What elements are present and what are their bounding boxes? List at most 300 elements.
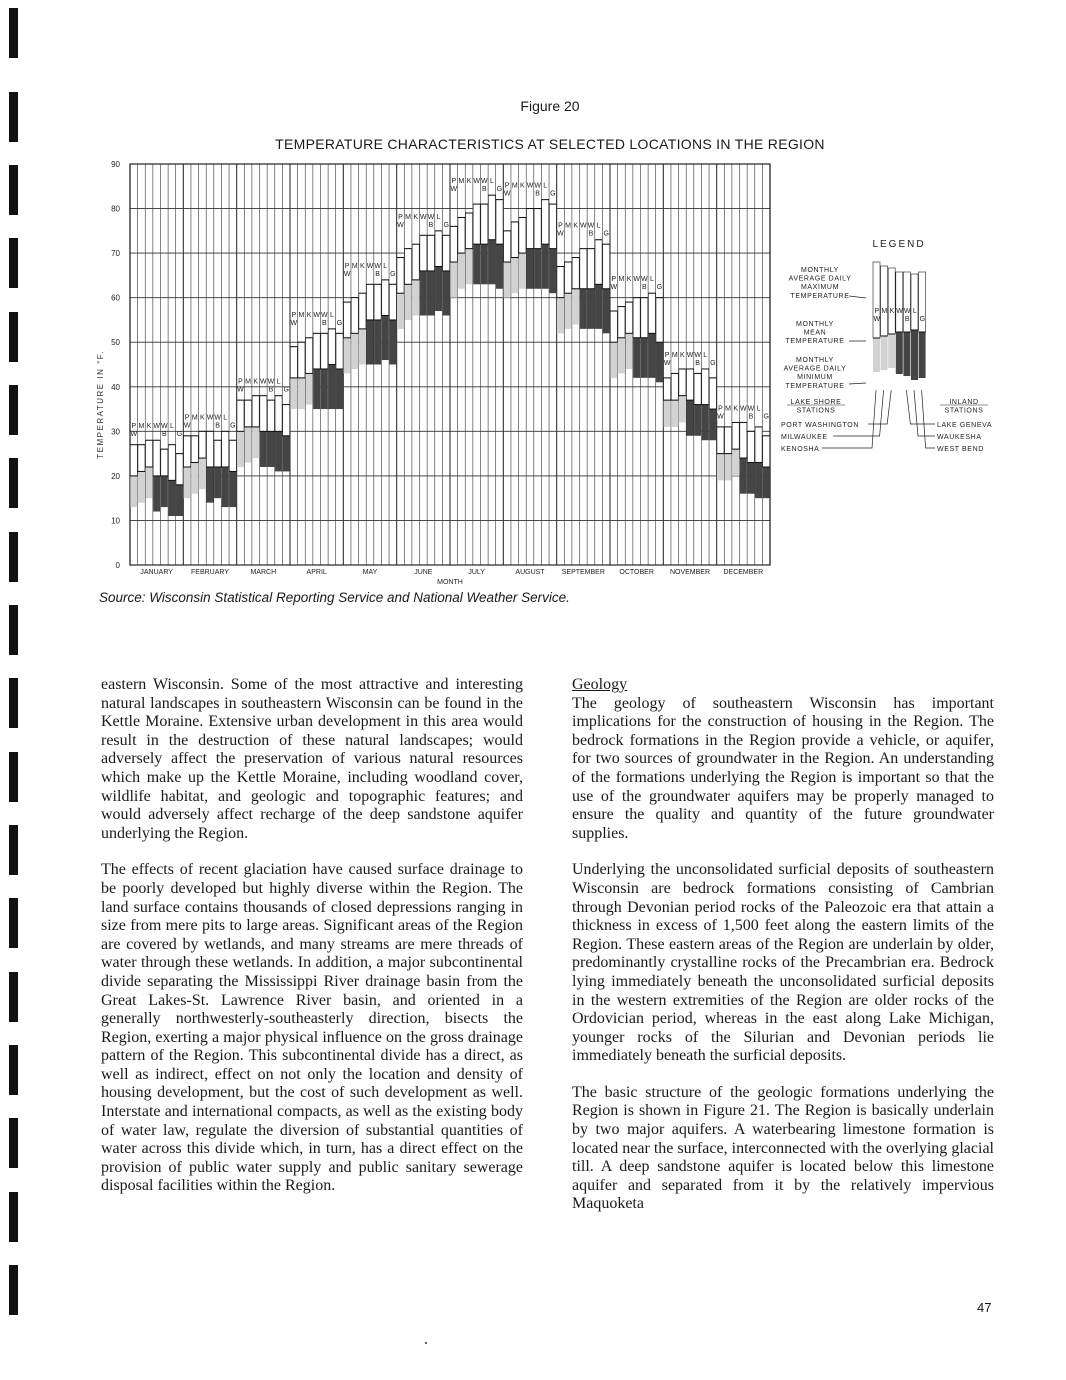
bar-mean-to-max — [130, 445, 137, 476]
bar-mean-to-max — [427, 235, 434, 271]
bar-min-to-mean — [572, 289, 579, 325]
legend-station-code: W — [896, 308, 903, 315]
bar-mean-to-max — [580, 249, 587, 289]
bar-min-to-mean — [679, 396, 686, 423]
station-code-label: W — [313, 311, 320, 319]
x-axis-label: MONTH — [437, 579, 463, 585]
month-group — [610, 276, 663, 382]
station-code-label: K — [733, 405, 739, 413]
bar-mean-to-max — [747, 431, 754, 462]
bar-mean-to-max — [519, 217, 526, 253]
legend-pointer-min — [849, 383, 866, 384]
station-code-label: W — [473, 178, 480, 186]
station-code-label: G — [283, 386, 289, 394]
bar-min-to-mean — [359, 329, 366, 365]
bar-mean-to-max — [336, 333, 343, 369]
bar-mean-to-max — [565, 262, 572, 293]
station-code-label: G — [336, 319, 343, 327]
month-label: MARCH — [250, 569, 277, 576]
bar-mean-to-max — [138, 445, 145, 472]
bar-min-to-mean — [732, 449, 739, 476]
legend-min-label: MONTHLY — [796, 357, 834, 364]
station-code-label: W — [580, 222, 587, 230]
month-group — [343, 263, 396, 374]
bar-mean-to-max — [603, 244, 610, 289]
legend-bar-min-to-mean — [896, 332, 903, 374]
figure-title: TEMPERATURE CHARACTERISTICS AT SELECTED LOCATIONS IN THE REGION — [275, 136, 825, 152]
bar-mean-to-max — [374, 284, 381, 320]
bar-mean-to-max — [496, 200, 503, 245]
station-code-label: M — [511, 182, 518, 190]
bar-mean-to-max — [610, 311, 617, 342]
bar-min-to-mean — [633, 338, 640, 378]
bar-min-to-mean — [161, 476, 168, 507]
legend-pointer-max — [849, 296, 866, 298]
legend-station-code: W — [903, 308, 911, 315]
y-tick-label: 70 — [111, 249, 120, 259]
station-code-label: K — [573, 222, 579, 230]
month-group — [397, 214, 450, 329]
station-code-label: K — [360, 262, 365, 270]
bar-min-to-mean — [298, 378, 305, 409]
station-code-label: W — [343, 270, 351, 278]
bar-mean-to-max — [237, 400, 244, 431]
station-code-label: B — [588, 230, 594, 238]
legend-lake-station: MILWAUKEE — [781, 434, 828, 441]
bar-mean-to-max — [664, 378, 671, 400]
bar-min-to-mean — [336, 369, 343, 409]
bar-mean-to-max — [549, 204, 556, 249]
bar-mean-to-max — [405, 249, 412, 285]
legend-min-label: AVERAGE DAILY — [783, 365, 847, 373]
y-tick-label: 60 — [111, 293, 120, 303]
bar-mean-to-max — [397, 258, 404, 294]
bar-mean-to-max — [328, 329, 335, 365]
bar-mean-to-max — [313, 333, 320, 369]
bar-mean-to-max — [763, 436, 770, 467]
bar-mean-to-max — [267, 400, 274, 431]
station-code-label: W — [267, 378, 275, 386]
bar-mean-to-max — [153, 440, 160, 476]
station-code-label: L — [383, 262, 388, 270]
station-code-label: M — [671, 351, 678, 359]
bar-min-to-mean — [466, 249, 473, 285]
paragraph-glaciation: The effects of recent glaciation have caused surface drainage to be poorly developed but highly diverse within the Region. The land surface contains thousands of closed depressions ranging in size from mere pits to large areas. Significant areas of the Region are covered by wetlands, and many streams are mere threads of water through these wetlands. In addition, a major subcontinental divide separating the Mississippi River drainage basin from the Great Lakes-St. Lawrence River basin, and oriented in a generally northwesterly-southeasterly direction, bisects the Region, exerting a major physical influence on the gross drainage pattern of the Region. This subcontinental divide has a direct, as well as indirect, effect on not only the location and density of housing development, but the cost of such development as well. Interstate and international compacts, as well as the existing body of water law, regulate the diversion of substantial quantities of water across this divide which, in turn, has a direct effect on the provision of public water supply and public sanitary sewerage disposal facilities within the Region. — [101, 861, 523, 1195]
station-code-label: K — [680, 351, 685, 359]
station-code-label: L — [756, 405, 761, 413]
legend-bar-mean-to-max — [896, 272, 903, 332]
station-code-label: W — [534, 182, 541, 190]
paragraph-kettle-moraine: eastern Wisconsin. Some of the most attractive and interesting natural landscapes in southeastern Wisconsin can be found in the Kettle Moraine. Extensive urban development in this area would result in the destruction of these natural landscapes; would adversely affect the preservation of various natural resources which make up the Kettle Moraine, including woodland cover, wildlife habitat, and geologic and topographic features; and would adversely affect recharge of the deep sandstone aquifer underlying the Region. — [101, 676, 523, 842]
station-code-label: W — [557, 230, 564, 238]
month-group — [717, 405, 770, 498]
y-tick-label: 90 — [111, 160, 120, 169]
station-code-label: L — [489, 178, 494, 186]
bar-mean-to-max — [382, 280, 389, 316]
legend-bar-min-to-mean — [903, 332, 910, 376]
left-column — [101, 676, 523, 1214]
station-code-label: W — [633, 276, 640, 284]
station-code-label: K — [626, 276, 632, 284]
station-code-label: M — [458, 178, 465, 186]
bar-mean-to-max — [725, 427, 732, 454]
bar-mean-to-max — [252, 396, 259, 427]
bar-min-to-mean — [496, 244, 503, 289]
bar-mean-to-max — [481, 204, 488, 244]
bar-min-to-mean — [549, 249, 556, 294]
month-group — [450, 178, 503, 297]
station-code-label: M — [138, 423, 145, 431]
station-code-label: W — [526, 182, 534, 190]
month-label: OCTOBER — [619, 569, 654, 576]
legend-bar-min-to-mean — [873, 338, 880, 372]
station-code-label: G — [710, 359, 716, 367]
legend-inland-leader — [922, 390, 935, 448]
bar-mean-to-max — [679, 369, 686, 396]
station-code-label: P — [558, 222, 563, 230]
bar-mean-to-max — [306, 338, 313, 374]
bar-mean-to-max — [458, 217, 465, 253]
legend-station-code: W — [873, 316, 881, 323]
legend-title: LEGEND — [872, 239, 926, 250]
legend-inland-title: STATIONS — [944, 407, 984, 415]
legend-bar-mean-to-max — [919, 272, 926, 332]
bar-mean-to-max — [176, 454, 183, 485]
bar-min-to-mean — [237, 431, 244, 467]
bar-min-to-mean — [366, 320, 373, 365]
station-code-label: K — [306, 311, 312, 319]
station-code-label: L — [223, 414, 228, 422]
month-group — [503, 183, 556, 298]
bar-min-to-mean — [443, 271, 450, 316]
station-code-label: B — [375, 270, 380, 278]
station-code-label: L — [596, 222, 601, 230]
bar-mean-to-max — [511, 222, 518, 258]
bar-min-to-mean — [344, 338, 351, 374]
station-code-label: W — [153, 423, 160, 431]
bar-min-to-mean — [473, 244, 480, 284]
bar-mean-to-max — [641, 298, 648, 338]
bar-min-to-mean — [511, 258, 518, 294]
bar-min-to-mean — [229, 471, 236, 507]
month-label: JULY — [468, 569, 485, 576]
bar-mean-to-max — [709, 378, 716, 409]
station-code-label: B — [535, 190, 540, 198]
bar-mean-to-max — [466, 213, 473, 249]
bar-mean-to-max — [290, 347, 297, 378]
bar-mean-to-max — [366, 284, 373, 320]
bar-min-to-mean — [252, 427, 259, 458]
legend-bar-mean-to-max — [873, 262, 880, 338]
station-code-label: P — [238, 378, 243, 386]
binding-mark — [9, 752, 18, 802]
bar-min-to-mean — [664, 400, 671, 427]
station-code-label: W — [366, 262, 374, 270]
bar-min-to-mean — [306, 373, 313, 404]
legend-min-label: TEMPERATURE — [785, 382, 845, 390]
bar-min-to-mean — [427, 271, 434, 316]
station-code-label: L — [436, 213, 441, 221]
legend-bar-mean-to-max — [881, 266, 888, 336]
month-group — [557, 223, 610, 334]
station-code-label: W — [320, 311, 328, 319]
month-label: APRIL — [306, 569, 327, 576]
station-code-label: W — [686, 351, 694, 359]
legend-max-label: TEMPERATURE — [790, 292, 850, 300]
binding-mark — [9, 1118, 18, 1168]
station-code-label: W — [450, 186, 458, 194]
bar-mean-to-max — [740, 422, 747, 458]
station-code-label: W — [397, 221, 404, 229]
bar-mean-to-max — [283, 405, 290, 436]
bar-min-to-mean — [595, 284, 602, 329]
temperature-chart — [0, 0, 1066, 585]
bar-min-to-mean — [222, 467, 229, 507]
station-code-label: P — [451, 178, 457, 186]
bar-min-to-mean — [283, 436, 290, 472]
bar-min-to-mean — [450, 262, 457, 298]
station-code-label: P — [398, 213, 403, 221]
paragraph-bedrock: Underlying the unconsolidated surficial deposits of southeastern Wisconsin are bedrock formations consisting of Cambrian through Devonian period rocks of the Paleozoic era that attain a thickness in excess of 1,500 feet along the eastern limits of the Region. These eastern areas of the Region are underlain by older, predominantly crystalline rocks of the Precambrian era. Bedrock lying immediately beneath the unconsolidated surficial deposits in the western extremities of the Region are older rocks of the Ordovician period, whereas in the east along Lake Michigan, younger rocks of the Silurian and Devonian periods lie immediately beneath the surficial deposits. — [572, 861, 994, 1065]
bar-min-to-mean — [435, 266, 442, 311]
bar-min-to-mean — [504, 262, 511, 298]
bar-min-to-mean — [374, 320, 381, 365]
bar-mean-to-max — [717, 427, 724, 454]
bar-mean-to-max — [686, 369, 693, 400]
bar-min-to-mean — [557, 298, 564, 334]
bar-mean-to-max — [633, 298, 640, 338]
station-code-label: W — [237, 386, 244, 394]
month-group — [183, 414, 236, 507]
station-code-label: B — [641, 284, 647, 292]
month-label: SEPTEMBER — [561, 569, 605, 576]
station-code-label: W — [694, 351, 701, 359]
binding-mark — [9, 1192, 18, 1242]
month-group — [663, 352, 716, 440]
bar-mean-to-max — [344, 302, 351, 338]
bar-min-to-mean — [580, 289, 587, 329]
bar-mean-to-max — [412, 244, 419, 280]
bar-min-to-mean — [153, 476, 160, 512]
paragraph-aquifers: The basic structure of the geologic formations underlying the Region is shown in Figure 21. The Region is basically underlain by two major aquifers. A waterbearing limestone formation is located near the surface, interconnected with the overlying glacial till. A deep sandstone aquifer is located below this limestone aquifer and separated from it by the relatively impervious Maquoketa — [572, 1083, 994, 1213]
bar-mean-to-max — [488, 195, 495, 240]
legend-lake-station: PORT WASHINGTON — [781, 422, 859, 429]
scan-speck — [425, 1342, 427, 1344]
bar-min-to-mean — [526, 249, 533, 289]
bar-min-to-mean — [412, 280, 419, 316]
legend-bar-min-to-mean — [911, 330, 918, 380]
legend-station-code: K — [889, 308, 895, 315]
station-code-label: P — [344, 262, 350, 270]
station-code-label: G — [603, 230, 609, 238]
station-code-label: L — [703, 351, 708, 359]
station-code-label: L — [169, 423, 174, 431]
station-code-label: W — [610, 284, 618, 292]
legend-inland-station: WEST BEND — [937, 446, 984, 453]
bar-min-to-mean — [267, 431, 274, 467]
station-code-label: G — [443, 221, 449, 229]
y-tick-label: 20 — [111, 471, 120, 481]
bar-min-to-mean — [740, 458, 747, 494]
bar-mean-to-max — [732, 422, 739, 449]
station-code-label: K — [146, 423, 152, 431]
station-code-label: K — [253, 378, 259, 386]
legend-bar-mean-to-max — [903, 272, 910, 332]
station-code-label: P — [504, 182, 510, 190]
bar-mean-to-max — [222, 431, 229, 467]
legend-inland-station: LAKE GENEVA — [937, 422, 993, 429]
bar-min-to-mean — [245, 427, 252, 463]
bar-min-to-mean — [206, 467, 213, 503]
bar-min-to-mean — [709, 409, 716, 440]
station-code-label: P — [664, 351, 670, 359]
bar-mean-to-max — [245, 400, 252, 427]
bar-mean-to-max — [389, 284, 396, 320]
station-code-label: W — [503, 190, 511, 198]
bar-mean-to-max — [275, 396, 282, 432]
legend-lake-shore-title: LAKE SHORE — [790, 399, 842, 406]
station-code-label: M — [191, 414, 198, 422]
bar-min-to-mean — [641, 338, 648, 378]
bar-mean-to-max — [214, 440, 221, 467]
bar-mean-to-max — [694, 373, 701, 404]
month-label: AUGUST — [515, 569, 545, 576]
station-code-label: G — [390, 270, 396, 278]
bar-min-to-mean — [610, 342, 617, 378]
bar-mean-to-max — [526, 209, 533, 249]
bar-mean-to-max — [755, 427, 762, 463]
station-code-label: P — [718, 405, 723, 413]
bar-mean-to-max — [587, 249, 594, 289]
station-code-label: G — [550, 190, 556, 198]
station-code-label: M — [245, 378, 252, 386]
bar-mean-to-max — [626, 302, 633, 333]
bar-mean-to-max — [321, 333, 328, 369]
binding-mark — [9, 605, 18, 655]
page-number: 47 — [977, 1300, 992, 1315]
bar-mean-to-max — [351, 298, 358, 334]
legend-station-code: P — [874, 308, 880, 315]
bar-min-to-mean — [351, 333, 358, 369]
bar-mean-to-max — [298, 342, 305, 378]
bar-mean-to-max — [146, 440, 153, 467]
station-code-label: W — [206, 414, 214, 422]
bar-mean-to-max — [191, 436, 198, 463]
bar-mean-to-max — [671, 373, 678, 400]
station-code-label: G — [763, 413, 769, 421]
bar-mean-to-max — [534, 209, 541, 249]
bar-min-to-mean — [694, 405, 701, 436]
station-code-label: L — [649, 276, 654, 284]
bar-mean-to-max — [656, 298, 663, 343]
bar-min-to-mean — [725, 454, 732, 481]
station-code-label: W — [587, 222, 595, 230]
legend-min-label: MINIMUM — [797, 374, 833, 382]
bar-min-to-mean — [755, 463, 762, 499]
bar-mean-to-max — [572, 258, 579, 289]
station-code-label: B — [428, 221, 434, 229]
legend-inland-leader — [906, 390, 935, 424]
station-code-label: B — [215, 422, 220, 430]
binding-mark — [9, 1265, 18, 1315]
figure-source: Source: Wisconsin Statistical Reporting Service and National Weather Service. — [99, 590, 570, 605]
bar-min-to-mean — [290, 378, 297, 409]
bar-min-to-mean — [184, 467, 191, 498]
legend-station-code: G — [919, 316, 926, 323]
station-code-label: K — [413, 213, 419, 221]
station-code-label: B — [161, 431, 167, 439]
station-code-label: W — [663, 359, 671, 367]
station-code-label: B — [748, 413, 754, 421]
bar-min-to-mean — [534, 249, 541, 289]
station-code-label: L — [543, 182, 548, 190]
bar-mean-to-max — [260, 396, 267, 432]
legend-max-label: AVERAGE DAILY — [788, 275, 852, 283]
bar-mean-to-max — [557, 266, 564, 297]
bar-mean-to-max — [229, 440, 236, 471]
legend-mean-label: MEAN — [803, 329, 827, 337]
station-code-label: L — [329, 311, 334, 319]
station-code-label: W — [420, 213, 427, 221]
station-code-label: W — [290, 319, 298, 327]
bar-mean-to-max — [504, 231, 511, 262]
station-code-label: M — [618, 276, 625, 284]
bar-min-to-mean — [321, 369, 328, 409]
month-label: FEBRUARY — [191, 569, 229, 576]
y-tick-label: 80 — [111, 204, 120, 214]
bar-min-to-mean — [458, 253, 465, 289]
bar-min-to-mean — [191, 463, 198, 494]
bar-min-to-mean — [168, 480, 175, 516]
legend-inland-title: INLAND — [949, 399, 979, 406]
paragraph-geology-intro: The geology of southeastern Wisconsin has important implications for the construction of housing in the Region. The bedrock formations in the Region provide a vehicle, or aquifer, for two sources of groundwater in the Region. An understanding of the formations underlying the Region is important so that the use of the groundwater aquifers may be properly managed to ensure the quality and quantity of the future groundwater supplies. — [572, 694, 994, 842]
bar-min-to-mean — [130, 476, 137, 507]
station-code-label: M — [351, 262, 358, 270]
station-code-label: W — [130, 431, 138, 439]
bar-min-to-mean — [542, 244, 549, 289]
legend-bar-min-to-mean — [888, 334, 895, 368]
legend-lake-station: KENOSHA — [781, 446, 820, 453]
bar-min-to-mean — [214, 467, 221, 498]
station-code-label: G — [496, 186, 503, 194]
month-group — [290, 312, 343, 409]
station-code-label: M — [405, 213, 412, 221]
bar-mean-to-max — [618, 307, 625, 338]
station-code-label: W — [480, 178, 488, 186]
station-code-label: W — [260, 378, 267, 386]
bar-min-to-mean — [481, 244, 488, 284]
legend-bar-min-to-mean — [881, 336, 888, 370]
month-label: DECEMBER — [723, 569, 764, 576]
bar-min-to-mean — [702, 405, 709, 441]
station-code-label: M — [565, 222, 572, 230]
y-tick-label: 30 — [111, 427, 120, 437]
station-code-label: G — [230, 422, 236, 430]
station-code-label: W — [640, 276, 648, 284]
bar-min-to-mean — [747, 463, 754, 494]
bar-mean-to-max — [443, 235, 450, 271]
bar-min-to-mean — [648, 333, 655, 378]
bar-mean-to-max — [359, 293, 366, 329]
bar-min-to-mean — [275, 431, 282, 471]
y-tick-label: 40 — [111, 382, 120, 392]
y-tick-label: 10 — [111, 516, 120, 526]
binding-mark — [9, 825, 18, 875]
bar-min-to-mean — [313, 369, 320, 409]
legend-max-label: MAXIMUM — [800, 284, 840, 292]
bar-min-to-mean — [405, 284, 412, 320]
legend-mean-label: TEMPERATURE — [785, 338, 845, 346]
